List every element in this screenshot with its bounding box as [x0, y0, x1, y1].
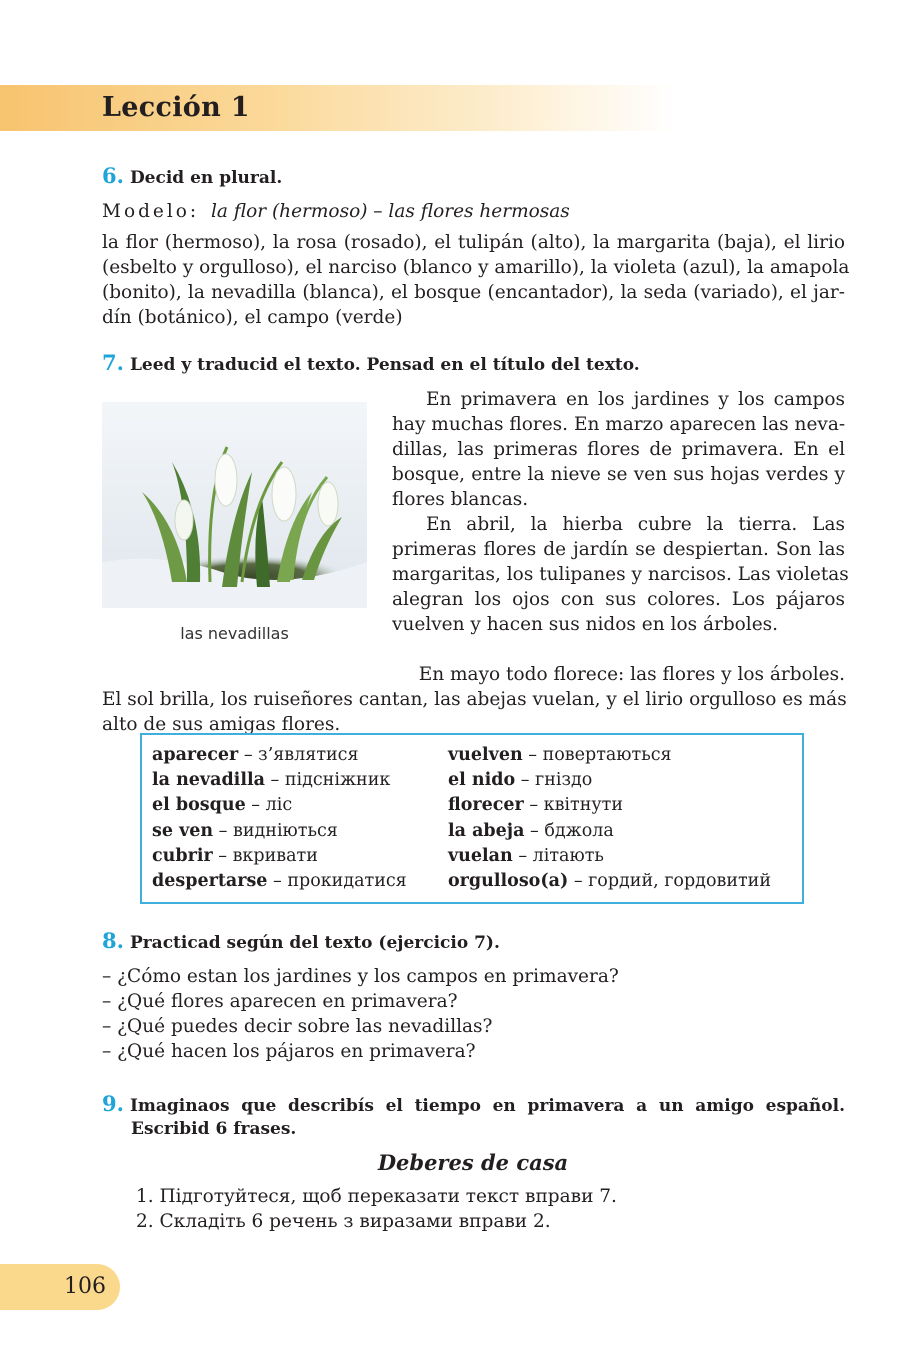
- vocab-term: florecer: [448, 795, 524, 816]
- vocab-translation: – гордий, гордовитий: [568, 871, 772, 892]
- vocab-term: cubrir: [152, 845, 213, 866]
- vocab-translation: – літають: [512, 845, 604, 866]
- vocab-translation: – бджола: [524, 820, 614, 841]
- vocab-term: la abeja: [448, 820, 525, 841]
- text-line: alto de sus amigas flores.: [102, 714, 341, 735]
- text-line: alegran los ojos con sus colores. Los pájaros: [392, 589, 845, 610]
- homework-title: Deberes de casa: [377, 1150, 569, 1175]
- lesson-title: Lección 1: [102, 92, 250, 123]
- vocab-translation: – гніздо: [515, 770, 593, 791]
- modelo-label: Modelo:: [102, 201, 200, 222]
- vocabulary-column-right: [448, 743, 771, 894]
- vocab-entry: [448, 793, 771, 818]
- exercise-6-body: [102, 230, 850, 330]
- vocab-term: se ven: [152, 820, 214, 841]
- vocab-entry: [152, 743, 407, 768]
- vocab-entry: [448, 869, 771, 894]
- vocab-translation: – підсніжник: [264, 770, 391, 791]
- exercise-number: 6.: [102, 163, 124, 188]
- vocab-term: aparecer: [152, 745, 239, 765]
- vocab-term: vuelan: [448, 845, 513, 866]
- question-item: – ¿Qué puedes decir sobre las nevadillas?: [102, 1016, 493, 1037]
- text-line: la flor (hermoso), la rosa (rosado), el tulipán (alto), la margarita (baja), el lirio: [102, 232, 845, 253]
- text-line: margaritas, los tulipanes y narcisos. Las violetas: [392, 564, 849, 585]
- exercise-7-heading: [102, 350, 640, 375]
- text-line: flores blancas.: [392, 489, 529, 510]
- text-line: El sol brilla, los ruiseñores cantan, las abejas vuelan, y el lirio orgulloso es más: [102, 689, 847, 710]
- question-item: – ¿Qué hacen los pájaros en primavera?: [102, 1041, 476, 1062]
- homework-item: 1. Підготуйтеся, щоб переказати текст вправи 7.: [136, 1186, 617, 1207]
- exercise-title: Decid en plural.: [129, 168, 283, 188]
- exercise-9-heading: [102, 1092, 845, 1141]
- exercise-number: 9.: [102, 1091, 124, 1116]
- text-line: (esbelto y orgulloso), el narciso (blanco y amarillo), la violeta (azul), la amapola: [102, 257, 850, 278]
- text-line: primeras flores de jardín se despiertan. Son las: [392, 539, 845, 560]
- vocab-translation: – квітнути: [523, 795, 624, 816]
- vocab-entry: [152, 768, 407, 793]
- text-line: vuelven y hacen sus nidos en los árboles.: [392, 614, 779, 635]
- vocab-translation: – вкривати: [212, 845, 318, 866]
- vocab-translation: – з’являтися: [238, 745, 359, 765]
- exercise-6-heading: [102, 163, 282, 188]
- question-list: [102, 964, 619, 1064]
- exercise-title: Leed y traducid el texto. Pensad en el título del texto.: [129, 355, 640, 375]
- exercise-number: 7.: [102, 350, 124, 375]
- vocab-translation: – повертаються: [522, 745, 672, 765]
- exercise-9-line: [102, 1092, 845, 1118]
- exercise-number: 8.: [102, 928, 124, 953]
- exercise-title-continued: Escribid 6 frases.: [131, 1119, 297, 1139]
- question-item: – ¿Cómo estan los jardines y los campos en primavera?: [102, 966, 619, 987]
- vocab-term: despertarse: [152, 871, 268, 892]
- text-line: dín (botánico), el campo (verde): [102, 307, 403, 328]
- vocab-term: el nido: [448, 770, 516, 791]
- text-line: En primavera en los jardines y los campos: [426, 389, 845, 410]
- vocab-entry: [152, 869, 407, 894]
- vocab-term: vuelven: [448, 745, 523, 765]
- page-number: 106: [64, 1274, 106, 1299]
- vocabulary-box: [140, 733, 804, 904]
- text-line: En mayo todo florece: las flores y los árboles.: [418, 664, 845, 685]
- vocab-term: la nevadilla: [152, 770, 265, 791]
- vocab-entry: [448, 768, 771, 793]
- text-line: hay muchas flores. En marzo aparecen las neva-: [392, 414, 846, 435]
- vocab-entry: [152, 819, 407, 844]
- homework-list: [136, 1184, 617, 1234]
- vocab-entry: [448, 819, 771, 844]
- vocab-entry: [448, 844, 771, 869]
- modelo-line: [102, 201, 570, 222]
- exercise-8-heading: [102, 928, 500, 953]
- text-line: (bonito), la nevadilla (blanca), el bosque (encantador), la seda (variado), el jar-: [102, 282, 845, 303]
- question-item: – ¿Qué flores aparecen en primavera?: [102, 991, 458, 1012]
- homework-item: 2. Складіть 6 речень з виразами вправи 2.: [136, 1211, 551, 1232]
- vocab-term: el bosque: [152, 795, 246, 816]
- exercise-title: Imaginaos que describís el tiempo en primavera a un amigo español.: [129, 1096, 845, 1116]
- text-line: bosque, entre la nieve se ven sus hojas verdes y: [392, 464, 845, 485]
- photo-caption: las nevadillas: [180, 624, 289, 643]
- vocab-entry: [152, 793, 407, 818]
- vocab-entry: [152, 844, 407, 869]
- vocabulary-column-left: [152, 743, 407, 894]
- text-line: En abril, la hierba cubre la tierra. Las: [426, 514, 845, 535]
- vocab-entry: [448, 743, 771, 768]
- exercise-7-text: [392, 387, 849, 637]
- vocab-translation: – видніються: [213, 820, 338, 841]
- text-line: dillas, las primeras flores de primavera. En el: [392, 439, 845, 460]
- vocab-translation: – ліс: [245, 795, 293, 816]
- snowdrops-photo: [102, 402, 367, 608]
- modelo-text: la flor (hermoso) – las flores hermosas: [210, 201, 570, 222]
- exercise-7-text-continued: [102, 662, 845, 737]
- vocab-translation: – прокидатися: [267, 871, 407, 892]
- exercise-title: Practicad según del texto (ejercicio 7).: [129, 933, 500, 953]
- vocab-term: orgulloso(a): [448, 871, 569, 892]
